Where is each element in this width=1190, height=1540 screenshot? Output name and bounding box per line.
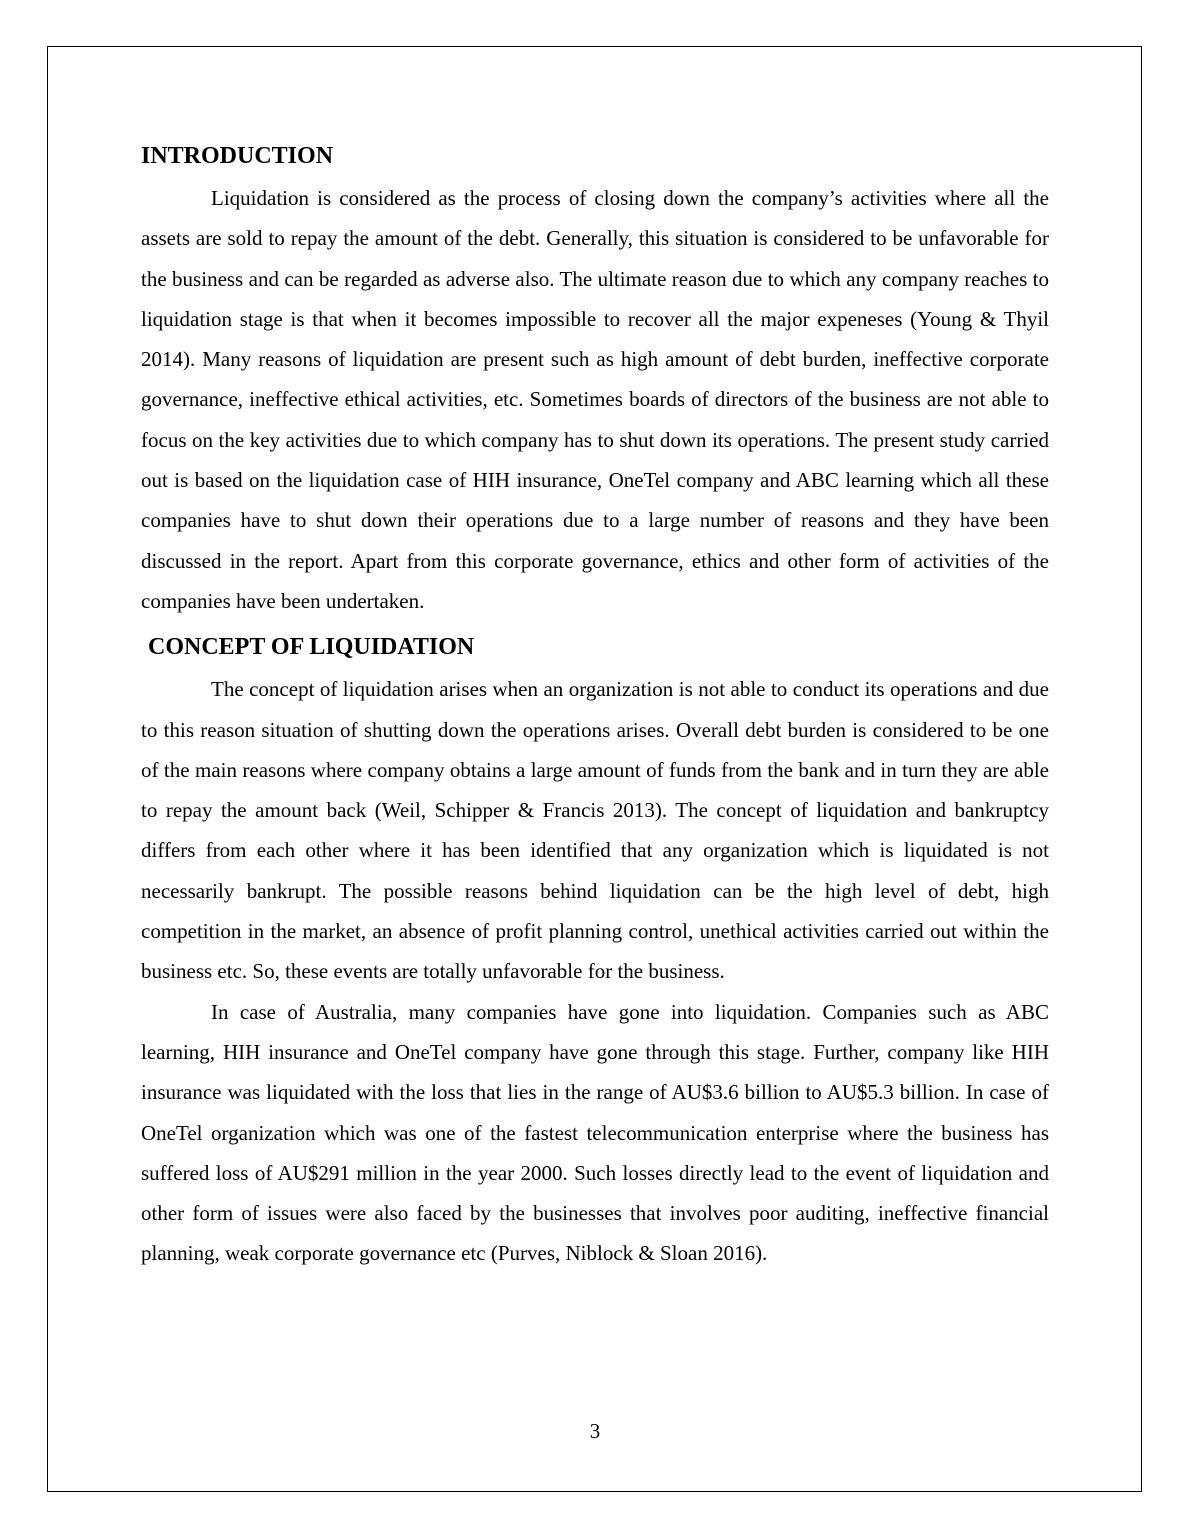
page-number: 3 xyxy=(589,1419,601,1443)
concept-paragraph-1: The concept of liquidation arises when an organization is not able to conduct its operations and due to this reason situation of shutting down the operations arises. Overall debt burden is considered to be one of the main reasons where company obtains a large amount of funds from the bank and in turn they are able to repay the amount back (Weil, Schipper & Francis 2013). The concept of liquidation and bankruptcy differs from each other where it has been identified that any organization which is liquidated is not necessarily bankrupt. The possible reasons behind liquidation can be the high level of debt, high competition in the market, an absence of profit planning control, unethical activities carried out within the business etc. So, these events are totally unfavorable for the business. xyxy=(141,677,1049,984)
introduction-heading: INTRODUCTION xyxy=(141,143,334,169)
concept-paragraph-2: In case of Australia, many companies have gone into liquidation. Companies such as ABC learning, HIH insurance and OneTel company have gone through this stage. Further, company like HIH insurance was liquidated with the loss that lies in the range of AU$3.6 billion to AU$5.3 billion. In case of OneTel organization which was one of the fastest telecommunication enterprise where the business has suffered loss of AU$291 million in the year 2000. Such losses directly lead to the event of liquidation and other form of issues were also faced by the businesses that involves poor auditing, ineffective financial planning, weak corporate governance etc (Purves, Niblock & Sloan 2016). xyxy=(141,999,1049,1266)
document-body xyxy=(141,138,1049,1274)
introduction-paragraph: Liquidation is considered as the process of closing down the company’s activities where all the assets are sold to repay the amount of the debt. Generally, this situation is considered to be unfavorable for the business and can be regarded as adverse also. The ultimate reason due to which any company reaches to liquidation stage is that when it becomes impossible to recover all the major expeneses (Young & Thyil 2014). Many reasons of liquidation are present such as high amount of debt burden, ineffective corporate governance, ineffective ethical activities, etc. Sometimes boards of directors of the business are not able to focus on the key activities due to which company has to shut down its operations. The present study carried out is based on the liquidation case of HIH insurance, OneTel company and ABC learning which all these companies have to shut down their operations due to a large number of reasons and they have been discussed in the report. Apart from this corporate governance, ethics and other form of activities of the companies have been undertaken. xyxy=(141,186,1049,613)
concept-heading: CONCEPT OF LIQUIDATION xyxy=(148,634,475,661)
